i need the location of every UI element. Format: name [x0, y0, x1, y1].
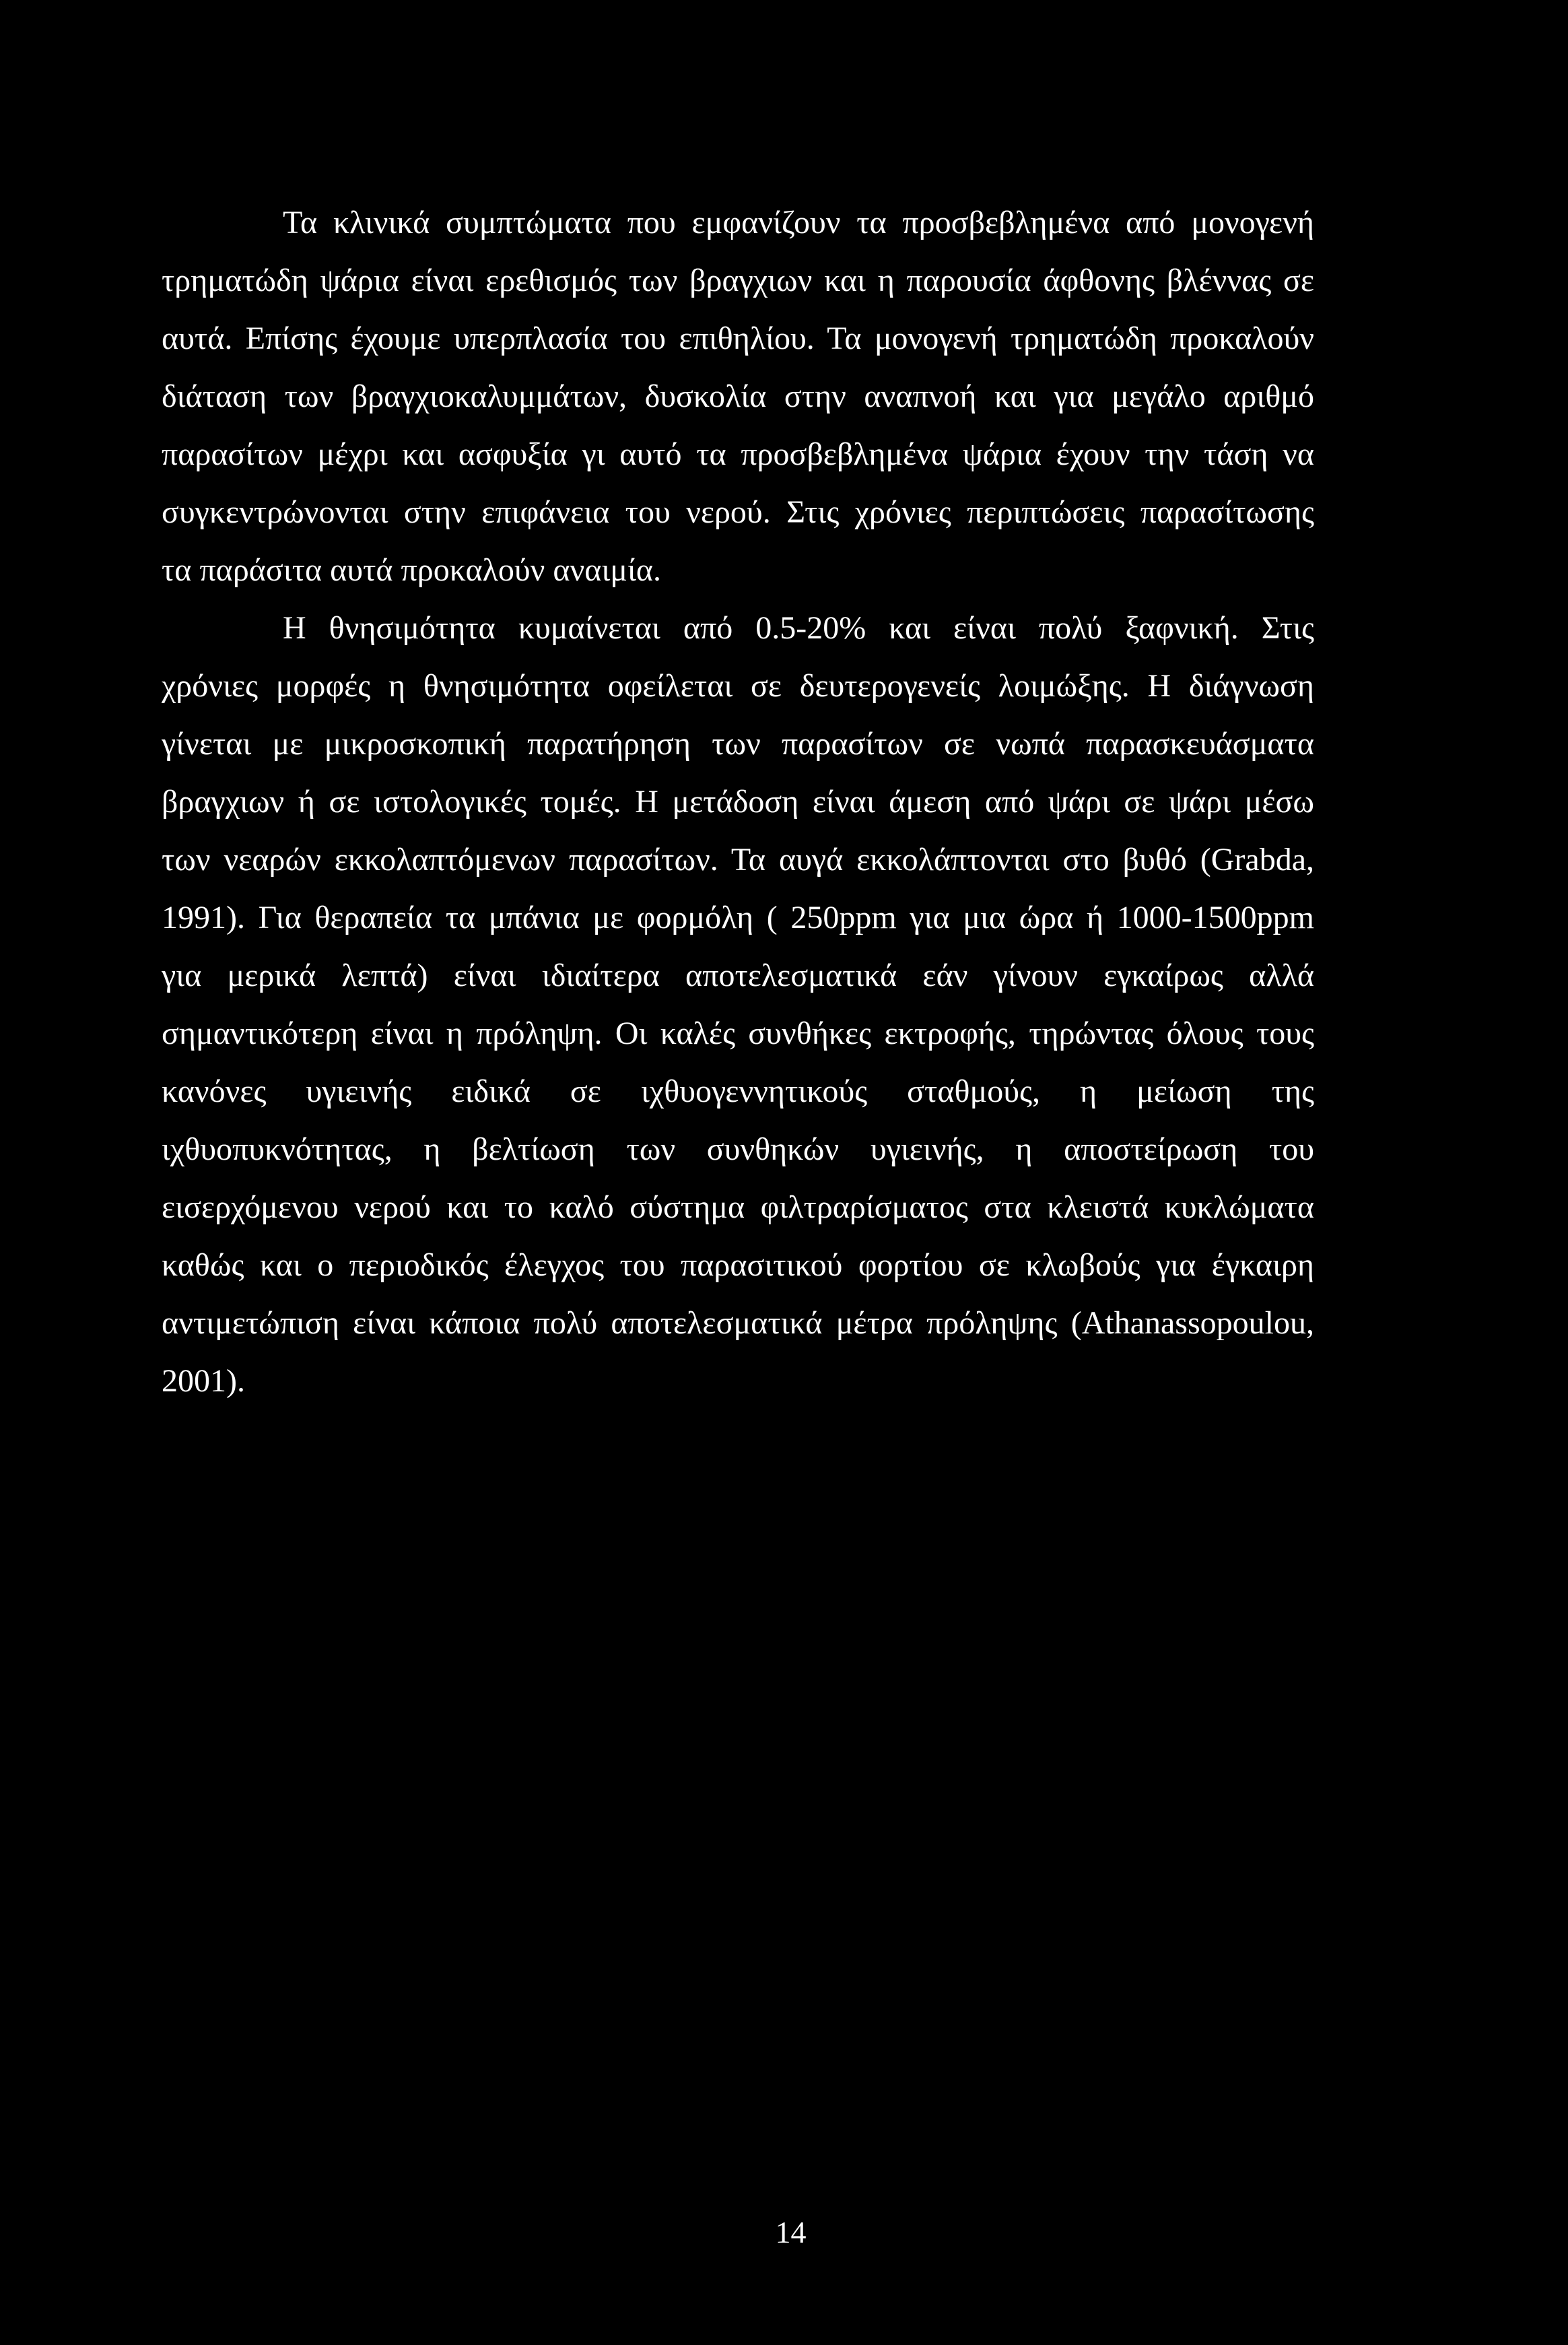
text-line: για μερικά λεπτά) είναι ιδιαίτερα αποτελεσματικά εάν γίνουν εγκαίρως αλλά [162, 958, 1314, 993]
text-line: αυτά. Επίσης έχουμε υπερπλασία του επιθηλίου. Τα μονογενή τρηματώδη προκαλούν [162, 321, 1314, 356]
text-line: 1991). Για θεραπεία τα μπάνια με φορμόλη ( 250ppm για μια ώρα ή 1000-1500ppm [162, 900, 1314, 935]
text-line: Τα κλινικά συμπτώματα που εμφανίζουν τα προσβεβλημένα από μονογενή [283, 205, 1314, 240]
text-line: εισερχόμενου νερού και το καλό σύστημα φιλτραρίσματος στα κλειστά κυκλώματα [162, 1189, 1314, 1225]
text-line: ιχθυοπυκνότητας, η βελτίωση των συνθηκών υγιεινής, η αποστείρωση του [162, 1131, 1314, 1167]
text-line: βραγχιων ή σε ιστολογικές τομές. Η μετάδοση είναι άμεση από ψάρι σε ψάρι μέσω [162, 784, 1314, 820]
text-line: γίνεται με μικροσκοπική παρατήρηση των παρασίτων σε νωπά παρασκευάσματα [162, 726, 1314, 762]
text-line: συγκεντρώνονται στην επιφάνεια του νερού. Στις χρόνιες περιπτώσεις παρασίτωσης [162, 494, 1314, 530]
text-line: 2001). [162, 1363, 245, 1399]
page-number: 14 [775, 2215, 807, 2249]
text-line: των νεαρών εκκολαπτόμενων παρασίτων. Τα αυγά εκκολάπτονται στο βυθό (Grabda, [162, 842, 1314, 878]
text-line: κανόνες υγιεινής ειδικά σε ιχθυογεννητικούς σταθμούς, η μείωση της [162, 1074, 1314, 1109]
text-line: παρασίτων μέχρι και ασφυξία γι αυτό τα προσβεβλημένα ψάρια έχουν την τάση να [162, 436, 1314, 472]
body-text [162, 194, 1314, 1410]
text-line: Η θνησιμότητα κυμαίνεται από 0.5-20% και είναι πολύ ξαφνική. Στις [283, 610, 1314, 646]
text-line: καθώς και ο περιοδικός έλεγχος του παρασιτικού φορτίου σε κλωβούς για έγκαιρη [162, 1247, 1314, 1283]
text-line: τα παράσιτα αυτά προκαλούν αναιμία. [162, 552, 662, 588]
text-line: σημαντικότερη είναι η πρόληψη. Οι καλές συνθήκες εκτροφής, τηρώντας όλους τους [162, 1016, 1314, 1051]
text-line: τρηματώδη ψάρια είναι ερεθισμός των βραγχιων και η παρουσία άφθονης βλέννας σε [162, 263, 1314, 298]
text-line: αντιμετώπιση είναι κάποια πολύ αποτελεσματικά μέτρα πρόληψης (Athanassopoulou, [162, 1305, 1314, 1341]
text-line: διάταση των βραγχιοκαλυμμάτων, δυσκολία στην αναπνοή και για μεγάλο αριθμό [162, 378, 1314, 414]
text-line: χρόνιες μορφές η θνησιμότητα οφείλεται σε δευτερογενείς λοιμώξης. Η διάγνωση [162, 668, 1314, 704]
